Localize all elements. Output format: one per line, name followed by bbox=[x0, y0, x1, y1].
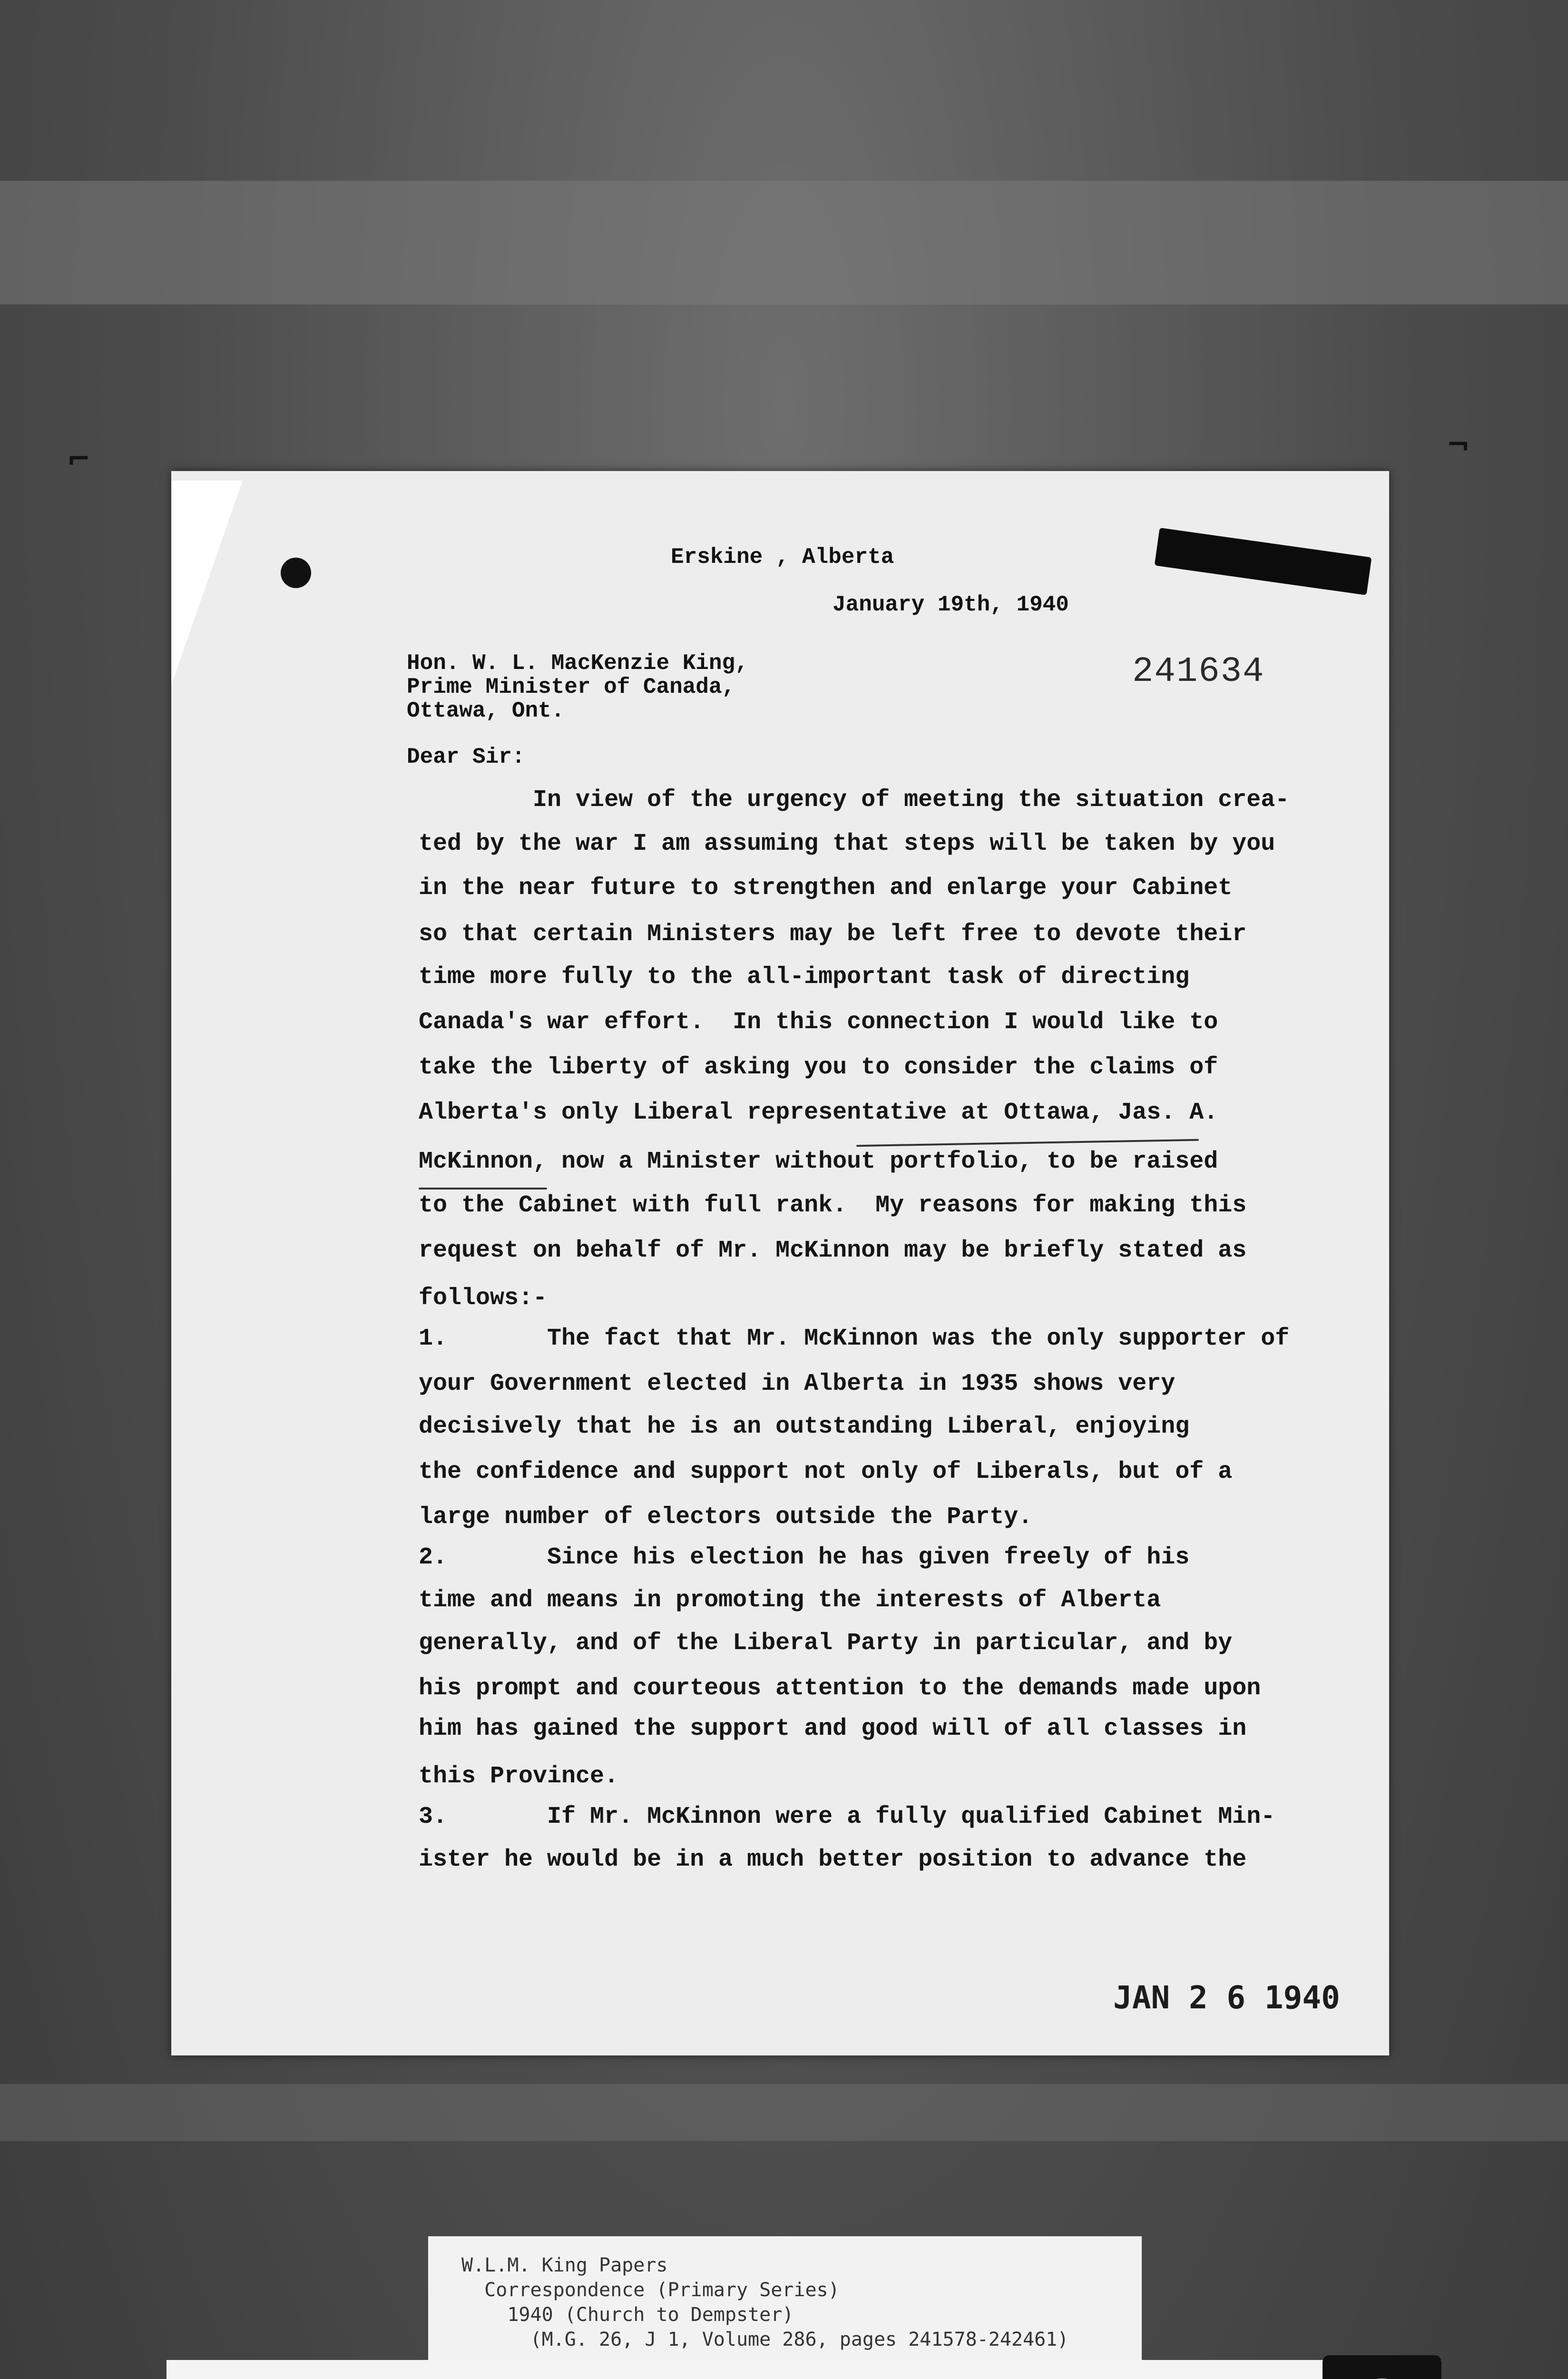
body-line: ted by the war I am assuming that steps will be taken by you bbox=[419, 830, 1275, 857]
catalog-line: Correspondence (Primary Series) bbox=[461, 2279, 840, 2301]
letter-place: Erskine , Alberta bbox=[671, 545, 894, 570]
body-line: this Province. bbox=[419, 1763, 619, 1790]
letter-date: January 19th, 1940 bbox=[833, 592, 1069, 617]
body-line: request on behalf of Mr. McKinnon may be briefly stated as bbox=[419, 1237, 1247, 1264]
recipient-line: Prime Minister of Canada, bbox=[407, 675, 735, 699]
handwritten-underline bbox=[419, 1188, 547, 1190]
archives-plate bbox=[167, 2360, 1441, 2379]
light-band bbox=[0, 181, 1568, 305]
body-line: 1. The fact that Mr. McKinnon was the only supporter of bbox=[419, 1325, 1290, 1352]
crop-mark-icon: ⌐ bbox=[67, 442, 91, 476]
archives-logo-icon bbox=[1323, 2355, 1441, 2379]
body-line: large number of electors outside the Party. bbox=[419, 1504, 1033, 1531]
received-date-stamp: JAN 2 6 1940 bbox=[1113, 1979, 1340, 2016]
catalog-label bbox=[428, 2236, 1142, 2360]
body-line: 3. If Mr. McKinnon were a fully qualified Cabinet Min- bbox=[419, 1803, 1275, 1830]
catalog-line: (M.G. 26, J 1, Volume 286, pages 241578-242461) bbox=[461, 2329, 1069, 2350]
body-line: time and means in promoting the interests of Alberta bbox=[419, 1587, 1161, 1614]
body-line: his prompt and courteous attention to the demands made upon bbox=[419, 1675, 1261, 1702]
salutation: Dear Sir: bbox=[407, 745, 525, 769]
body-line: generally, and of the Liberal Party in particular, and by bbox=[419, 1630, 1233, 1657]
recipient-line: Ottawa, Ont. bbox=[407, 698, 565, 723]
document-number: 241634 bbox=[1132, 652, 1265, 692]
recipient-line: Hon. W. L. MacKenzie King, bbox=[407, 651, 748, 676]
light-band bbox=[0, 2084, 1568, 2141]
body-line: Alberta's only Liberal representative at Ottawa, Jas. A. bbox=[419, 1099, 1218, 1126]
body-line: In view of the urgency of meeting the situation crea- bbox=[419, 786, 1290, 814]
body-line: your Government elected in Alberta in 1935 shows very bbox=[419, 1370, 1176, 1397]
punch-hole bbox=[281, 558, 311, 588]
body-line: time more fully to the all-important task of directing bbox=[419, 963, 1190, 991]
body-line: so that certain Ministers may be left free to devote their bbox=[419, 921, 1247, 948]
body-line: McKinnon, now a Minister without portfolio, to be raised bbox=[419, 1148, 1218, 1175]
catalog-line: 1940 (Church to Dempster) bbox=[461, 2304, 794, 2326]
body-line: to the Cabinet with full rank. My reasons for making this bbox=[419, 1192, 1247, 1219]
body-line: decisively that he is an outstanding Liberal, enjoying bbox=[419, 1413, 1190, 1440]
folded-corner bbox=[171, 481, 243, 685]
body-line: follows:- bbox=[419, 1285, 548, 1312]
body-line: 2. Since his election he has given freely of his bbox=[419, 1544, 1190, 1571]
body-line: Canada's war effort. In this connection I would like to bbox=[419, 1009, 1218, 1036]
body-line: ister he would be in a much better position to advance the bbox=[419, 1846, 1247, 1873]
catalog-line: W.L.M. King Papers bbox=[461, 2254, 668, 2276]
body-line: take the liberty of asking you to consider the claims of bbox=[419, 1054, 1218, 1081]
body-line: him has gained the support and good will of all classes in bbox=[419, 1715, 1247, 1742]
body-line: the confidence and support not only of Liberals, but of a bbox=[419, 1458, 1233, 1485]
body-line: in the near future to strengthen and enlarge your Cabinet bbox=[419, 875, 1233, 902]
crop-mark-icon: ¬ bbox=[1446, 428, 1470, 462]
